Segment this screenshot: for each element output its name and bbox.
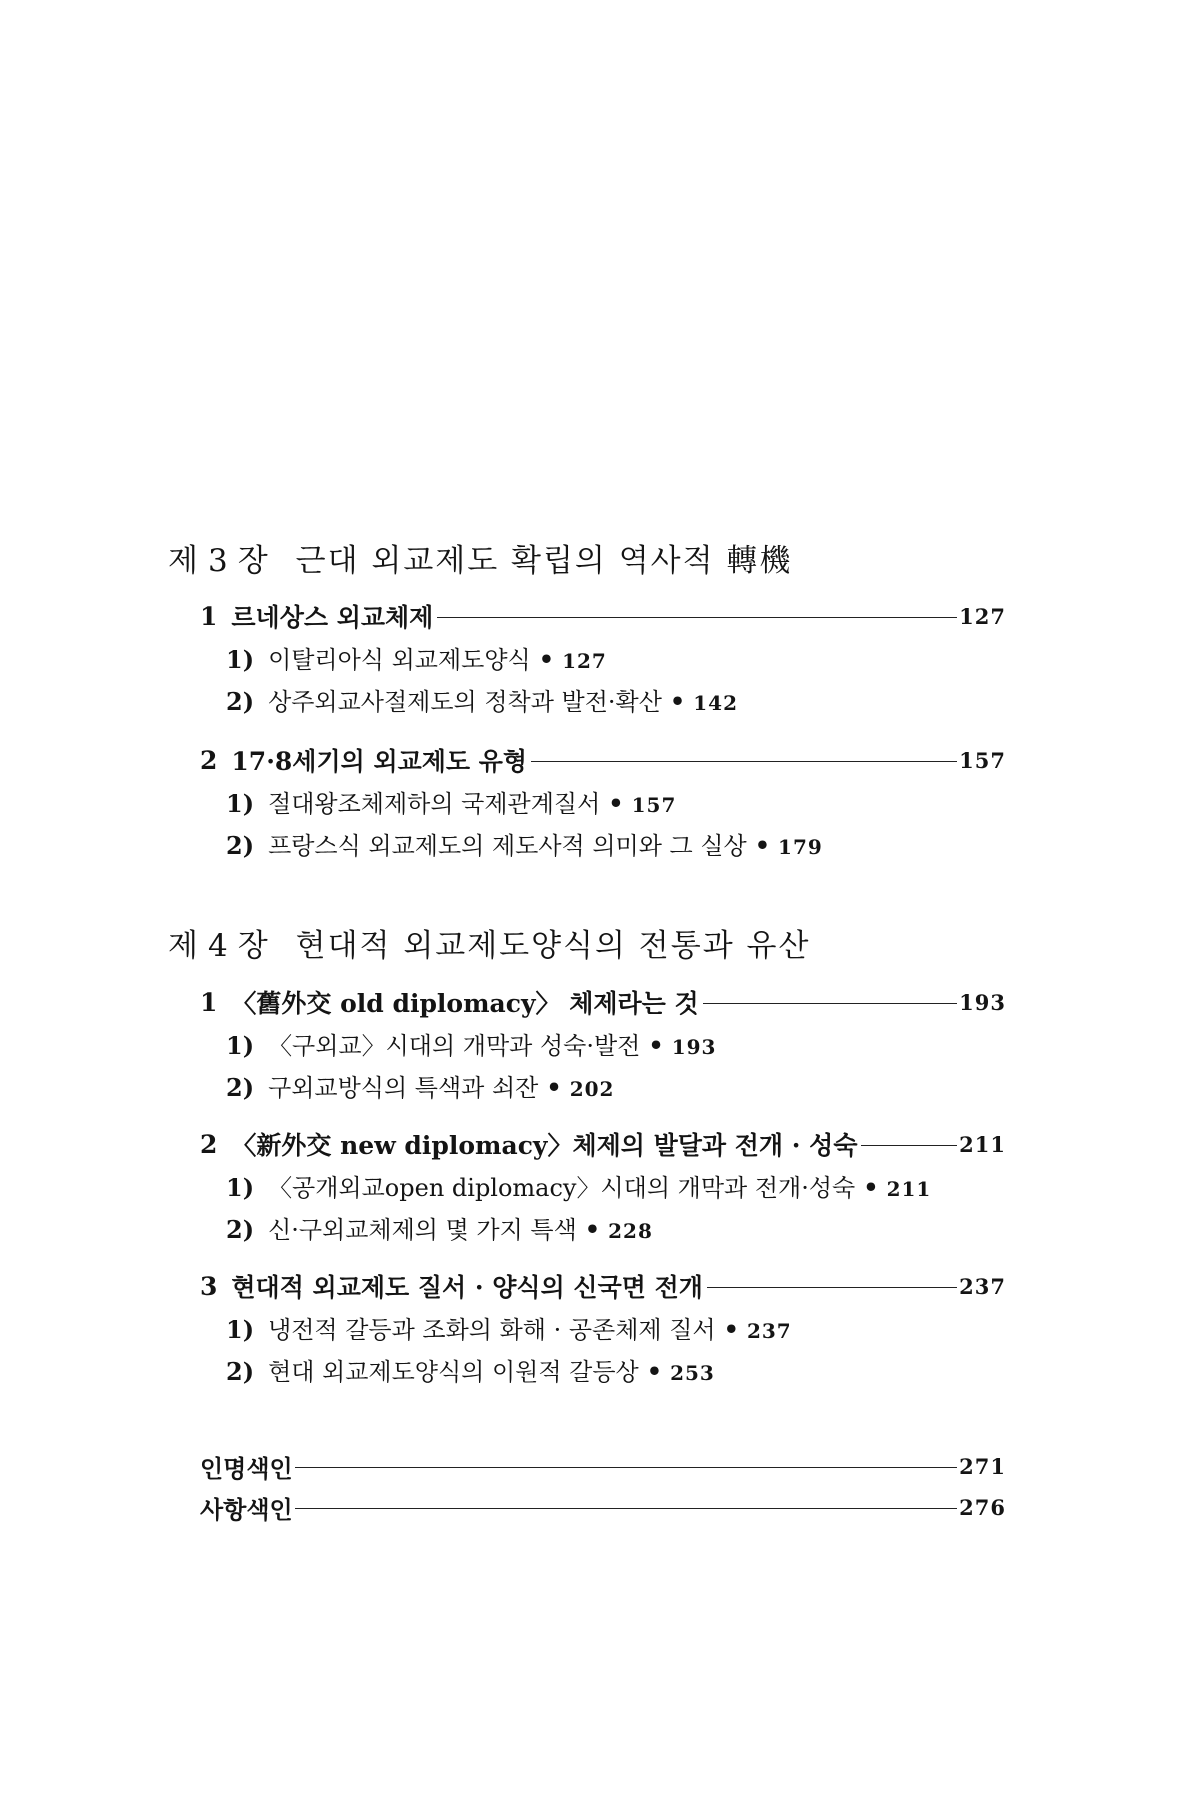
subsection-page: 179 — [778, 835, 823, 859]
section-title: 르네상스 외교체제 — [231, 603, 434, 632]
chapter-number: 4 — [207, 928, 230, 964]
section-number: 1 — [200, 601, 218, 631]
subsection-page: 228 — [608, 1219, 653, 1243]
subsection-page: 253 — [670, 1361, 715, 1385]
dot-leader — [437, 617, 957, 618]
chapter-label: 제 — [168, 543, 200, 579]
toc-section[interactable] — [200, 984, 1006, 1020]
separator-dot: • — [646, 1357, 663, 1386]
subsection-number: 1) — [226, 1173, 255, 1202]
separator-dot: • — [669, 687, 686, 716]
separator-dot: • — [648, 1031, 664, 1060]
toc-index-entry[interactable] — [200, 1490, 1006, 1525]
toc-section[interactable] — [200, 1268, 1006, 1304]
dot-leader — [707, 1287, 957, 1288]
subsection-number: 1) — [226, 1315, 255, 1344]
toc-subsection[interactable] — [226, 1168, 931, 1203]
subsection-number: 2) — [226, 1357, 255, 1386]
subsection-number: 2) — [226, 831, 255, 860]
subsection-title: 〈구외교〉시대의 개막과 성숙·발전 — [268, 1032, 641, 1060]
index-title: 인명색인 — [200, 1454, 293, 1483]
subsection-page: 202 — [569, 1077, 615, 1101]
section-page: 211 — [959, 1131, 1006, 1157]
subsection-title: 냉전적 갈등과 조화의 화해 · 공존체제 질서 — [268, 1316, 716, 1344]
subsection-page: 142 — [693, 691, 738, 715]
toc-section[interactable] — [200, 598, 1006, 634]
chapter-title-text: 근대 외교제도 확립의 역사적 轉機 — [295, 543, 793, 579]
section-number: 2 — [200, 1129, 218, 1159]
subsection-number: 2) — [226, 1073, 255, 1102]
section-title: 17·8세기의 외교제도 유형 — [231, 747, 528, 776]
separator-dot: • — [546, 1073, 562, 1102]
separator-dot: • — [863, 1173, 879, 1202]
subsection-page: 211 — [886, 1177, 932, 1201]
chapter-number: 3 — [207, 543, 230, 579]
chapter-title — [168, 535, 792, 580]
section-page: 193 — [959, 989, 1006, 1015]
toc-subsection[interactable] — [226, 682, 738, 717]
subsection-title: 프랑스식 외교제도의 제도사적 의미와 그 실상 — [268, 832, 747, 860]
subsection-number: 2) — [226, 1215, 255, 1244]
chapter-suffix: 장 — [237, 543, 270, 579]
dot-leader — [531, 761, 957, 762]
chapter-title — [168, 920, 810, 965]
section-title: 〈舊外交 old diplomacy〉 체제라는 것 — [231, 989, 699, 1018]
index-page: 271 — [959, 1454, 1006, 1479]
section-title: 〈新外交 new diplomacy〉체제의 발달과 전개 · 성숙 — [231, 1131, 858, 1160]
section-number: 3 — [200, 1271, 218, 1301]
section-page: 237 — [959, 1273, 1006, 1299]
subsection-number: 1) — [226, 1031, 255, 1060]
subsection-title: 구외교방식의 특색과 쇠잔 — [268, 1074, 539, 1102]
subsection-title: 신·구외교체제의 몇 가지 특색 — [268, 1216, 577, 1244]
index-title: 사항색인 — [200, 1495, 293, 1524]
separator-dot: • — [584, 1215, 601, 1244]
subsection-title: 〈공개외교open diplomacy〉시대의 개막과 전개·성숙 — [268, 1174, 856, 1202]
separator-dot: • — [608, 789, 624, 818]
separator-dot: • — [538, 645, 555, 674]
subsection-title: 이탈리아식 외교제도양식 — [268, 646, 531, 674]
section-title: 현대적 외교제도 질서 · 양식의 신국면 전개 — [231, 1273, 703, 1302]
subsection-page: 157 — [631, 793, 677, 817]
section-page: 127 — [959, 603, 1006, 629]
subsection-page: 127 — [562, 649, 607, 673]
toc-subsection[interactable] — [226, 1026, 716, 1061]
toc-subsection[interactable] — [226, 640, 607, 675]
dot-leader — [703, 1003, 958, 1004]
toc-subsection[interactable] — [226, 1352, 715, 1387]
subsection-page: 193 — [671, 1035, 717, 1059]
toc-subsection[interactable] — [226, 826, 823, 861]
dot-leader — [295, 1467, 957, 1468]
toc-subsection[interactable] — [226, 1068, 614, 1103]
toc-index-entry[interactable] — [200, 1449, 1006, 1484]
toc-subsection[interactable] — [226, 784, 676, 819]
subsection-title: 현대 외교제도양식의 이원적 갈등상 — [268, 1358, 639, 1386]
chapter-title-text: 현대적 외교제도양식의 전통과 유산 — [295, 928, 811, 964]
separator-dot: • — [754, 831, 771, 860]
dot-leader — [295, 1508, 957, 1509]
section-number: 2 — [200, 745, 218, 775]
subsection-title: 절대왕조체제하의 국제관계질서 — [268, 790, 601, 818]
toc-section[interactable] — [200, 1126, 1006, 1162]
subsection-number: 2) — [226, 687, 255, 716]
subsection-title: 상주외교사절제도의 정착과 발전·확산 — [268, 688, 662, 716]
toc-section[interactable] — [200, 742, 1006, 778]
subsection-number: 1) — [226, 789, 255, 818]
index-page: 276 — [959, 1495, 1006, 1520]
chapter-suffix: 장 — [237, 928, 270, 964]
toc-subsection[interactable] — [226, 1210, 653, 1245]
section-page: 157 — [959, 747, 1006, 773]
chapter-label: 제 — [168, 928, 200, 964]
section-number: 1 — [200, 987, 218, 1017]
subsection-page: 237 — [746, 1319, 792, 1343]
subsection-number: 1) — [226, 645, 255, 674]
toc-subsection[interactable] — [226, 1310, 792, 1345]
dot-leader — [861, 1145, 957, 1146]
separator-dot: • — [723, 1315, 739, 1344]
